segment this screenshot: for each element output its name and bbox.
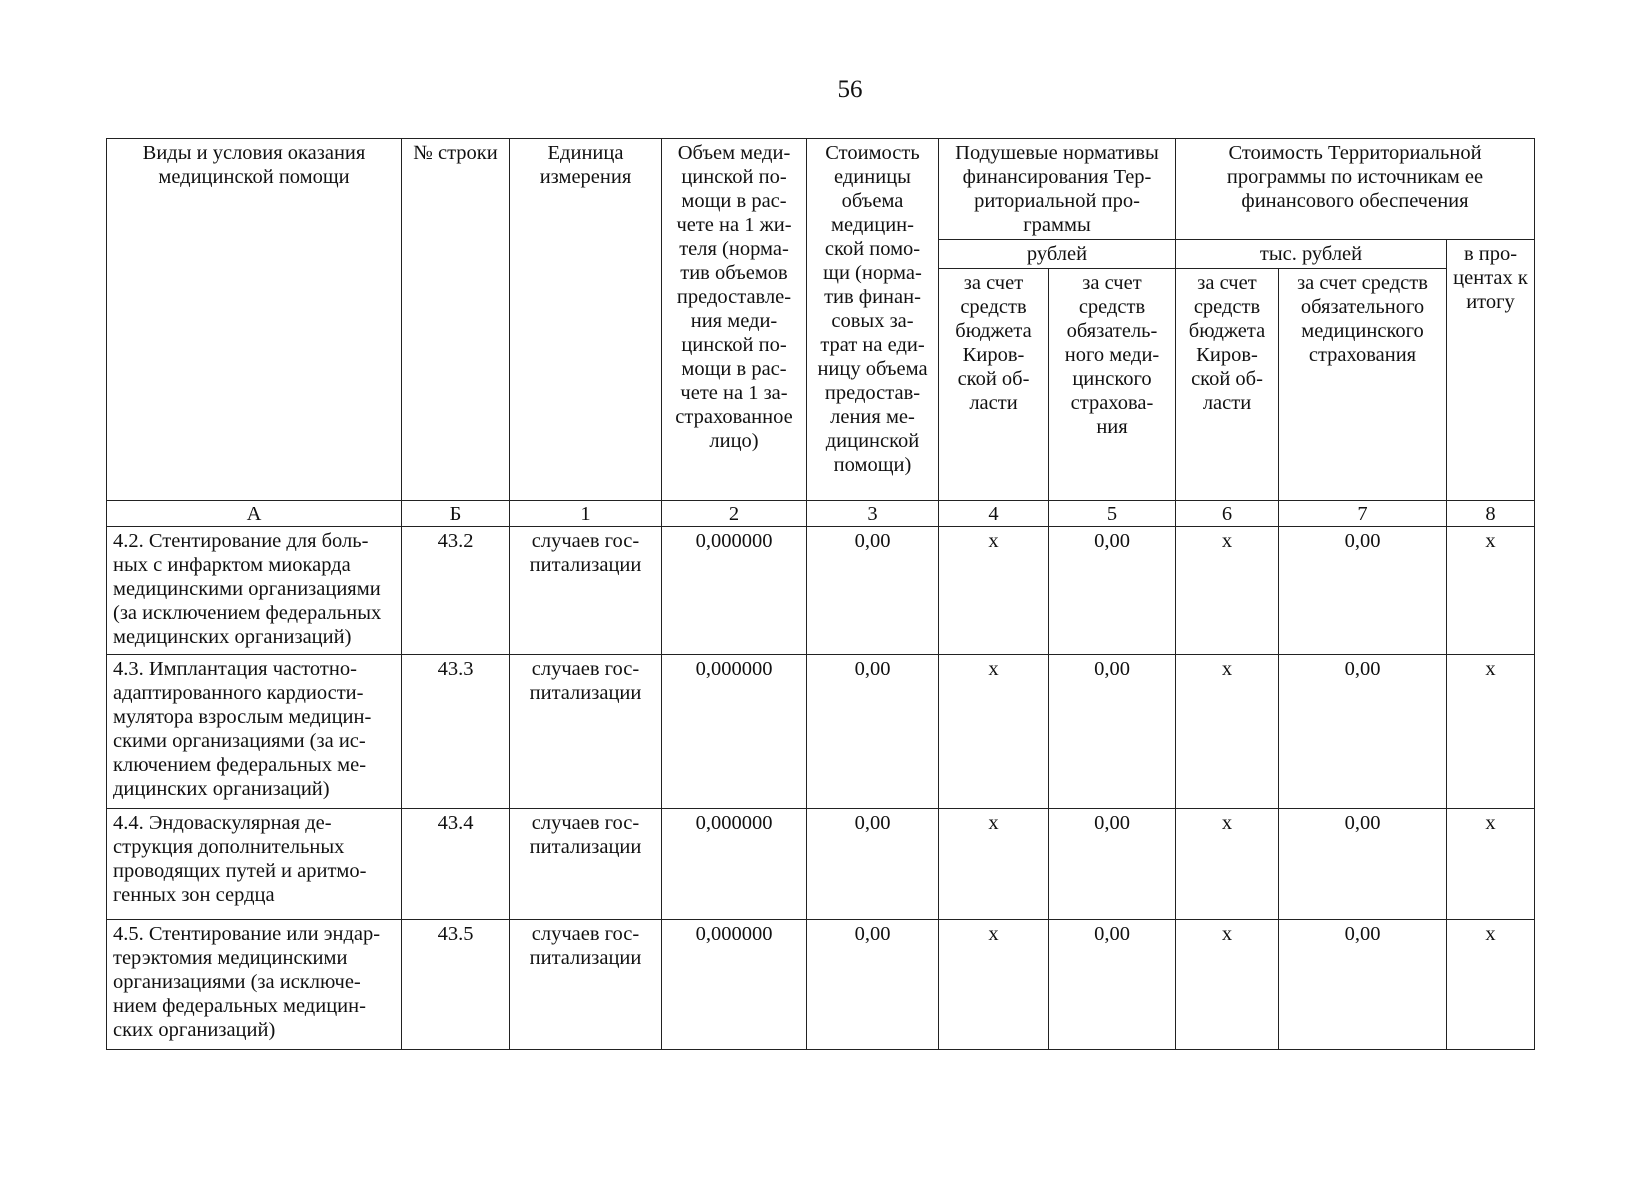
index-cell: Б [402, 501, 510, 527]
row-unit: случаев гос- питализации [510, 655, 662, 809]
row-col-4: х [939, 920, 1049, 1050]
row-cost: 0,00 [807, 655, 939, 809]
row-unit: случаев гос- питализации [510, 809, 662, 920]
page-number: 56 [837, 76, 863, 103]
row-col-5: 0,00 [1049, 655, 1176, 809]
index-cell: 2 [662, 501, 807, 527]
header-group-program-cost: Стоимость Территориальной программы по источникам ее финансового обеспечения [1176, 139, 1535, 240]
row-col-6: х [1176, 655, 1279, 809]
header-col-8: в про- центах к итогу [1447, 240, 1535, 501]
index-cell: 8 [1447, 501, 1535, 527]
table-row [107, 920, 1535, 1050]
header-col-3: Стоимость единицы объема медицин- ской помо- щи (норма- тив финан- совых за- трат на еди- ницу объема предостав- ления ме- дицинской помощи) [807, 139, 939, 501]
header-row-1 [107, 139, 1535, 240]
row-cost: 0,00 [807, 920, 939, 1050]
row-col-5: 0,00 [1049, 920, 1176, 1050]
row-name: 4.2. Стентирование для боль- ных с инфарктом миокарда медицинскими организациями (за исключением федеральных медицинских организаций) [107, 527, 402, 655]
header-unit-rubles: рублей [939, 240, 1176, 269]
row-cost: 0,00 [807, 809, 939, 920]
index-cell: 6 [1176, 501, 1279, 527]
table-row [107, 527, 1535, 655]
header-col-2: Объем меди- цинской по- мощи в рас- чете на 1 жи- теля (норма- тив объемов предоставле- ния меди- цинской по- мощи в рас- чете на 1 за- страхованное лицо) [662, 139, 807, 501]
row-col-4: х [939, 655, 1049, 809]
row-col-7: 0,00 [1279, 527, 1447, 655]
row-col-8: х [1447, 920, 1535, 1050]
row-col-4: х [939, 809, 1049, 920]
row-col-6: х [1176, 809, 1279, 920]
row-col-7: 0,00 [1279, 920, 1447, 1050]
row-col-7: 0,00 [1279, 655, 1447, 809]
row-line-number: 43.5 [402, 920, 510, 1050]
header-unit-thousand-rubles: тыс. рублей [1176, 240, 1447, 269]
row-col-5: 0,00 [1049, 809, 1176, 920]
row-line-number: 43.3 [402, 655, 510, 809]
row-volume: 0,000000 [662, 655, 807, 809]
row-volume: 0,000000 [662, 920, 807, 1050]
row-unit: случаев гос- питализации [510, 527, 662, 655]
row-volume: 0,000000 [662, 527, 807, 655]
row-col-6: х [1176, 920, 1279, 1050]
financing-table [106, 138, 1535, 1050]
row-col-5: 0,00 [1049, 527, 1176, 655]
table-row [107, 655, 1535, 809]
row-volume: 0,000000 [662, 809, 807, 920]
row-col-8: х [1447, 809, 1535, 920]
column-index-row [107, 501, 1535, 527]
row-col-4: х [939, 527, 1049, 655]
header-col-6: за счет средств бюджета Киров- ской об- ласти [1176, 269, 1279, 501]
table-row [107, 809, 1535, 920]
row-col-8: х [1447, 655, 1535, 809]
header-col-a: Виды и условия оказания медицинской помощи [107, 139, 402, 501]
header-col-b: № строки [402, 139, 510, 501]
header-col-4: за счет средств бюджета Киров- ской об- ласти [939, 269, 1049, 501]
row-col-8: х [1447, 527, 1535, 655]
row-name: 4.4. Эндоваскулярная де- струкция дополнительных проводящих путей и аритмо- генных зон сердца [107, 809, 402, 920]
row-col-6: х [1176, 527, 1279, 655]
index-cell: 4 [939, 501, 1049, 527]
header-col-5: за счет средств обязатель- ного меди- цинского страхова- ния [1049, 269, 1176, 501]
row-line-number: 43.2 [402, 527, 510, 655]
row-name: 4.3. Имплантация частотно- адаптированного кардиости- мулятора взрослым медицин- скими организациями (за ис- ключением федеральных ме- дицинских организаций) [107, 655, 402, 809]
index-cell: 5 [1049, 501, 1176, 527]
row-cost: 0,00 [807, 527, 939, 655]
header-group-per-capita: Подушевые нормативы финансирования Тер- риториальной про- граммы [939, 139, 1176, 240]
header-col-7: за счет средств обязательного медицинского страхования [1279, 269, 1447, 501]
index-cell: 3 [807, 501, 939, 527]
index-cell: 7 [1279, 501, 1447, 527]
row-line-number: 43.4 [402, 809, 510, 920]
row-col-7: 0,00 [1279, 809, 1447, 920]
index-cell: 1 [510, 501, 662, 527]
row-name: 4.5. Стентирование или эндар- терэктомия медицинскими организациями (за исключе- нием федеральных медицин- ских организаций) [107, 920, 402, 1050]
row-unit: случаев гос- питализации [510, 920, 662, 1050]
header-col-1: Единица измерения [510, 139, 662, 501]
index-cell: А [107, 501, 402, 527]
